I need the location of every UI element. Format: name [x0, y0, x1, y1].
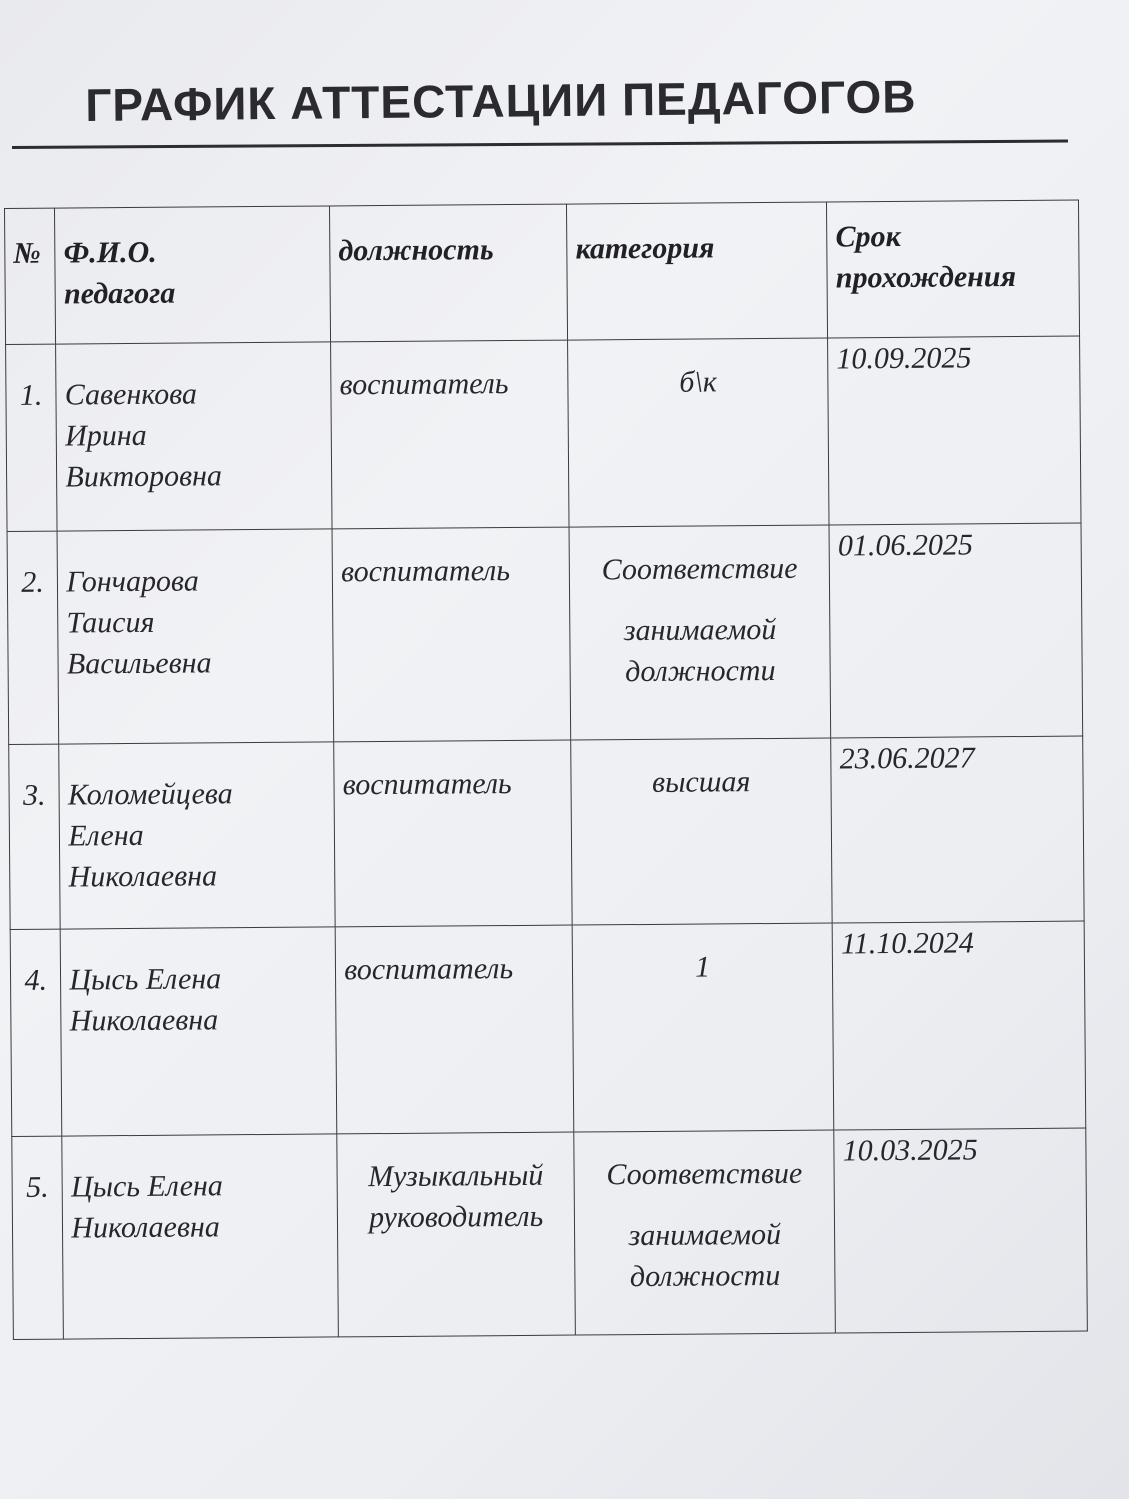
header-position-label: должность — [338, 233, 494, 268]
name-line: Цысь Елена — [70, 1169, 223, 1204]
position-line: воспитатель — [343, 952, 514, 987]
table-row — [6, 336, 1081, 531]
row-deadline: 10.09.2025 — [828, 336, 1081, 525]
position-line: воспитатель — [342, 767, 512, 802]
name-line: Гончарова — [66, 564, 199, 599]
row-category — [574, 1130, 836, 1335]
table-row — [12, 1128, 1088, 1339]
name-line: Николаевна — [69, 1003, 219, 1038]
row-num: 4. — [10, 929, 62, 1136]
category-line: Соответствие — [601, 551, 798, 587]
row-position — [331, 340, 569, 529]
header-deadline — [827, 200, 1080, 338]
row-name — [59, 742, 335, 929]
row-num: 5. — [12, 1136, 64, 1339]
table-row — [10, 921, 1086, 1136]
row-category — [568, 338, 830, 527]
category-line: Соответствие — [606, 1156, 803, 1192]
header-deadline-line2: прохождения — [835, 260, 1017, 295]
name-line: Васильевна — [66, 646, 212, 681]
header-num — [5, 208, 56, 344]
table-row — [9, 736, 1084, 929]
category-line: б\к — [679, 365, 717, 399]
name-line: Таисия — [66, 605, 155, 640]
row-position — [334, 740, 572, 927]
header-name-line2: педагога — [63, 276, 176, 311]
row-category — [571, 738, 833, 925]
row-name — [62, 1134, 338, 1339]
header-name-line1: Ф.И.О. — [63, 235, 157, 270]
row-deadline: 01.06.2025 — [829, 523, 1082, 738]
header-num-label: № — [13, 236, 41, 270]
row-num: 3. — [9, 744, 61, 929]
row-position — [337, 1132, 576, 1337]
name-line: Коломейцева — [67, 777, 233, 812]
header-position — [330, 204, 568, 342]
table-header-row — [5, 200, 1080, 344]
category-line: занимаемой — [628, 1217, 782, 1253]
row-deadline: 10.03.2025 — [834, 1128, 1087, 1333]
position-line: руководитель — [368, 1199, 544, 1235]
header-deadline-line1: Срок — [835, 219, 901, 254]
category-line: высшая — [651, 765, 751, 799]
row-name — [56, 342, 332, 531]
attestation-table-wrapper — [4, 200, 1088, 1340]
row-num: 1. — [6, 344, 58, 531]
header-category-label: категория — [575, 231, 715, 266]
category-line: занимаемой — [623, 612, 777, 648]
name-line: Викторовна — [65, 459, 223, 494]
row-deadline: 23.06.2027 — [831, 736, 1084, 923]
attestation-table — [4, 200, 1088, 1340]
row-deadline: 11.10.2024 — [832, 921, 1085, 1130]
title-underline — [12, 140, 1068, 149]
document-title: ГРАФИК АТТЕСТАЦИИ ПЕДАГОГОВ — [85, 70, 917, 131]
name-line: Ирина — [65, 418, 147, 453]
header-name — [55, 206, 331, 344]
name-line: Цысь Елена — [69, 962, 222, 997]
table-row — [7, 523, 1083, 744]
row-name — [57, 529, 333, 744]
row-num: 2. — [7, 531, 59, 744]
row-name — [61, 927, 337, 1136]
row-position — [335, 925, 574, 1134]
header-category — [567, 202, 828, 340]
category-line: должности — [625, 653, 776, 689]
name-line: Елена — [68, 818, 144, 853]
position-line: Музыкальный — [368, 1158, 544, 1194]
row-position — [332, 527, 571, 742]
name-line: Савенкова — [64, 377, 198, 412]
name-line: Николаевна — [68, 859, 218, 894]
position-line: воспитатель — [340, 554, 511, 589]
category-line: должности — [629, 1258, 781, 1294]
row-category — [569, 525, 831, 740]
name-line: Николаевна — [71, 1210, 220, 1245]
category-line: 1 — [695, 950, 711, 984]
row-category — [572, 923, 834, 1132]
position-line: воспитатель — [339, 367, 509, 402]
